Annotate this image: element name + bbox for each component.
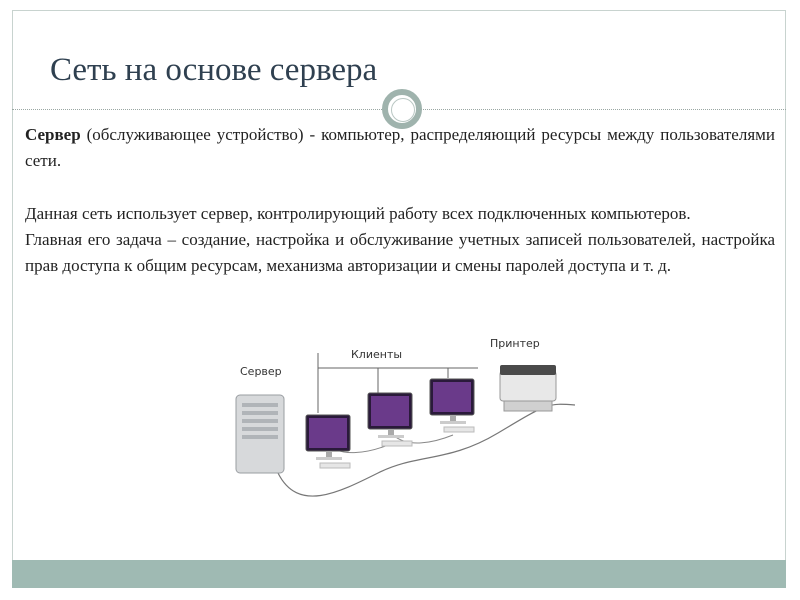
server-label: Сервер [240, 365, 282, 378]
client-monitor-icon [430, 379, 474, 432]
printer-icon [500, 365, 556, 411]
network-diagram-image [218, 323, 575, 525]
network-diagram-svg [218, 323, 575, 525]
description-block [25, 201, 775, 279]
description-paragraph: Данная сеть использует сервер, контролирующий работу всех подключенных компьютеров. [25, 204, 691, 223]
server-tower-icon [236, 395, 284, 473]
definition-text: (обслуживающее устройство) - компьютер, распределяющий ресурсы между пользователями сети. [25, 125, 775, 170]
clients-label: Клиенты [351, 348, 403, 361]
client-monitor-icon [368, 393, 412, 446]
task-paragraph: Главная его задача – создание, настройка и обслуживание учетных записей пользователей, настройка прав доступа к общим ресурсам, механизма авторизации и смены паролей доступа и т. д. [25, 230, 775, 275]
slide-title: Сеть на основе сервера [50, 52, 378, 88]
client-monitor-icon [306, 415, 350, 468]
bottom-accent-bar [12, 560, 786, 588]
circle-inner-ring [391, 98, 415, 122]
printer-label: Принтер [490, 337, 540, 350]
definition-paragraph [25, 122, 775, 174]
definition-term: Сервер [25, 125, 81, 144]
